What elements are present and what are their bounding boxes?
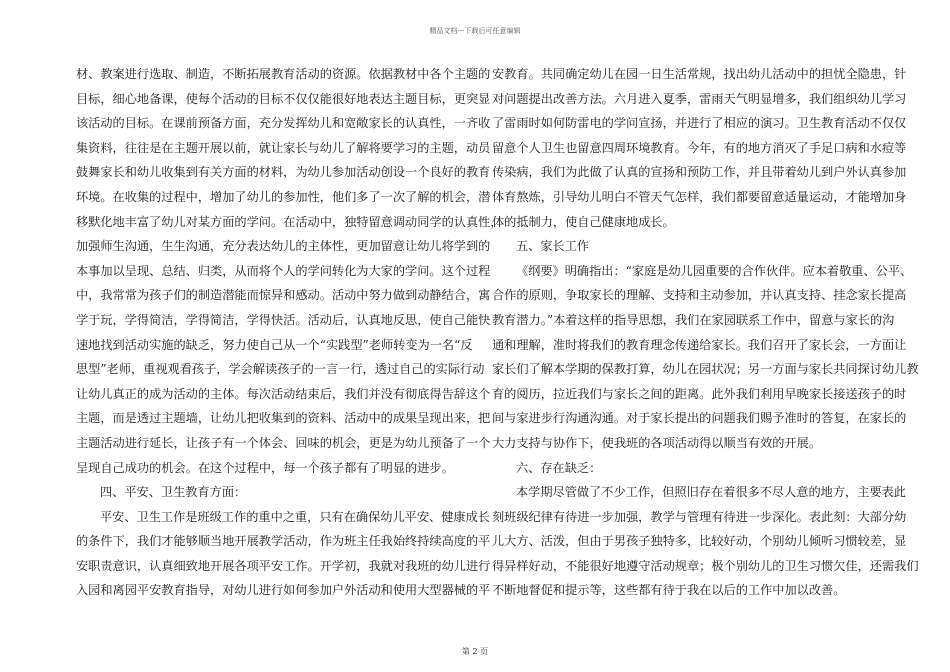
text-line: 鼓舞家长和幼儿收集到有关方面的材料，为幼儿参加活动创设一个良好的教育 [76, 165, 491, 180]
section-heading: 五、家长工作 [516, 239, 590, 254]
text-line: 思型”老师，重视观看孩子，学会解读孩子的一言一行，透过自己的实际行动 [76, 362, 485, 377]
text-line: 材、教案进行选取、制造，不断拓展教育活动的资源。依据教材中各个主题的 [76, 67, 491, 81]
page-header: 精品文档---下载后可任意编辑 [429, 27, 521, 35]
section-heading: 六、存在缺乏： [516, 460, 602, 475]
text-line: 主题活动进行延长，让孩子有一个体会、回味的机会，更是为幼儿预备了一个 [76, 435, 491, 450]
text-line: 让幼儿真正的成为活动的主体。每次活动结束后，我们并没有彻底得告辞这个 [76, 386, 491, 401]
text-line: 学于玩，学得简洁，学得简洁，学得快活。活动后，认真地反思，使自己能快 [76, 312, 491, 327]
text-line: 目标，细心地备课，使每个活动的目标不仅仅能很好地表达主题目标，更突显 [76, 91, 491, 106]
text-line: 体育熬炼，引导幼儿明白不管天气怎样，我们都要留意适量运动，才能增加身 [492, 189, 907, 204]
text-line: 加强师生沟通，生生沟通，充分表达幼儿的主体性，更加留意让幼儿将学到的 [76, 239, 491, 254]
text-line: 留意个人卫生也留意四周环境教育。今年，有的地方消灭了手足口病和水痘等 [492, 140, 907, 155]
text-line: 安职责意识，认真细致地开展各项平安工作。开学初，我就对我班的幼儿进行 [76, 558, 491, 573]
text-line: 不断地督促和提示等，这些都有待于我在以后的工作中加以改善。 [492, 583, 846, 598]
text-line: 儿大方、活泼，但由于男孩子独特多，比较好动，个别幼儿倾听习惯较差，显 [492, 534, 907, 549]
text-line: 刻班级纪律有待进一步加强，教学与管理有待进一步深化。表此刻：大部分幼 [492, 509, 907, 524]
text-line: 平安、卫生工作是班级工作的重中之重，只有在确保幼儿平安、健康成长 [100, 509, 490, 524]
section-heading: 四、平安、卫生教育方面： [100, 485, 247, 500]
text-line: 移默化地丰富了幼儿对某方面的学问。在活动中，独特留意调动同学的认真性， [76, 214, 503, 229]
text-line: 得异样好动，不能很好地遵守活动规章；极个别幼儿的卫生习惯欠佳，还需我们 [492, 558, 919, 573]
text-line: 中，我常常为孩子们的制造潜能而惊异和感动。活动中努力做到动静结合，寓 [76, 288, 491, 303]
text-line: 主题，而是透过主题墙，让幼儿把收集到的资料、活动中的成果呈现出来，把 [76, 411, 491, 426]
text-line: 《纲要》明确指出：“家庭是幼儿园重要的合作伙伴。应本着敬重、公平、 [516, 263, 913, 278]
text-line: 通和理解，准时将我们的教育理念传递给家长。我们召开了家长会，一方面让 [492, 337, 907, 352]
text-line: 间与家进步行沟通沟通。对于家长提出的问题我们赐予准时的答复，在家长的 [492, 411, 907, 426]
text-line: 环境。在收集的过程中，增加了幼儿的参加性，他们多了一次了解的机会，潜 [76, 189, 491, 204]
text-line: 呈现自己成功的机会。在这个过程中，每一个孩子都有了明显的进步。 [76, 460, 454, 475]
text-line: 传染病，我们为此做了认真的宣扬和预防工作，并且带着幼儿到户外认真参加 [492, 165, 907, 180]
text-line: 大力支持与协作下，使我班的各项活动得以顺当有效的开展。 [492, 435, 822, 450]
text-line: 体的抵制力，使自己健康地成长。 [492, 214, 675, 229]
text-line: 集资料，往往是在主题开展以前，就让家长与幼儿了解将要学习的主题，动员 [76, 140, 491, 155]
left-column [76, 62, 503, 603]
right-column [492, 62, 919, 603]
page-number: 第 2 页 [461, 647, 489, 656]
text-line: 该活动的目标。在课前预备方面，充分发挥幼儿和宽敞家长的认真性，一齐收 [76, 116, 491, 131]
text-line: 合作的原则，争取家长的理解、支持和主动参加，并认真支持、挂念家长提高 [492, 288, 907, 303]
text-line: 安教育。共同确定幼儿在园一日生活常规，找出幼儿活动中的担忧全隐患，针 [492, 67, 907, 81]
text-line: 对问题提出改善方法。六月进入夏季，雷雨天气明显增多，我们组织幼儿学习 [492, 91, 907, 106]
text-line: 本学期尽管做了不少工作，但照旧存在着很多不尽人意的地方，主要表此 [516, 485, 906, 500]
text-line: 本事加以呈现、总结、归类，从而将个人的学问转化为大家的学问。这个过程 [76, 263, 491, 278]
text-line: 育的阅历，拉近我们与家长之间的距离。此外我们利用早晚家长接送孩子的时 [492, 386, 907, 401]
text-line: 的条件下，我们才能够顺当地开展教学活动，作为班主任我始终持续高度的平 [76, 534, 491, 549]
text-line: 教育潜力。”本着这样的指导思想，我们在家园联系工作中，留意与家长的沟 [492, 312, 895, 327]
text-line: 入园和离园平安教育指导，对幼儿进行如何参加户外活动和使用大型器械的平 [76, 583, 491, 598]
text-line: 速地找到活动实施的缺乏，努力使自己从一个“实践型”老师转变为一名“反 [76, 337, 473, 352]
text-line: 了雷雨时如何防雷电的学问宣扬，并进行了相应的演习。卫生教育活动不仅仅 [492, 116, 907, 131]
text-line: 家长们了解本学期的保教打算，幼儿在园状况；另一方面与家长共同探讨幼儿教 [492, 362, 919, 377]
